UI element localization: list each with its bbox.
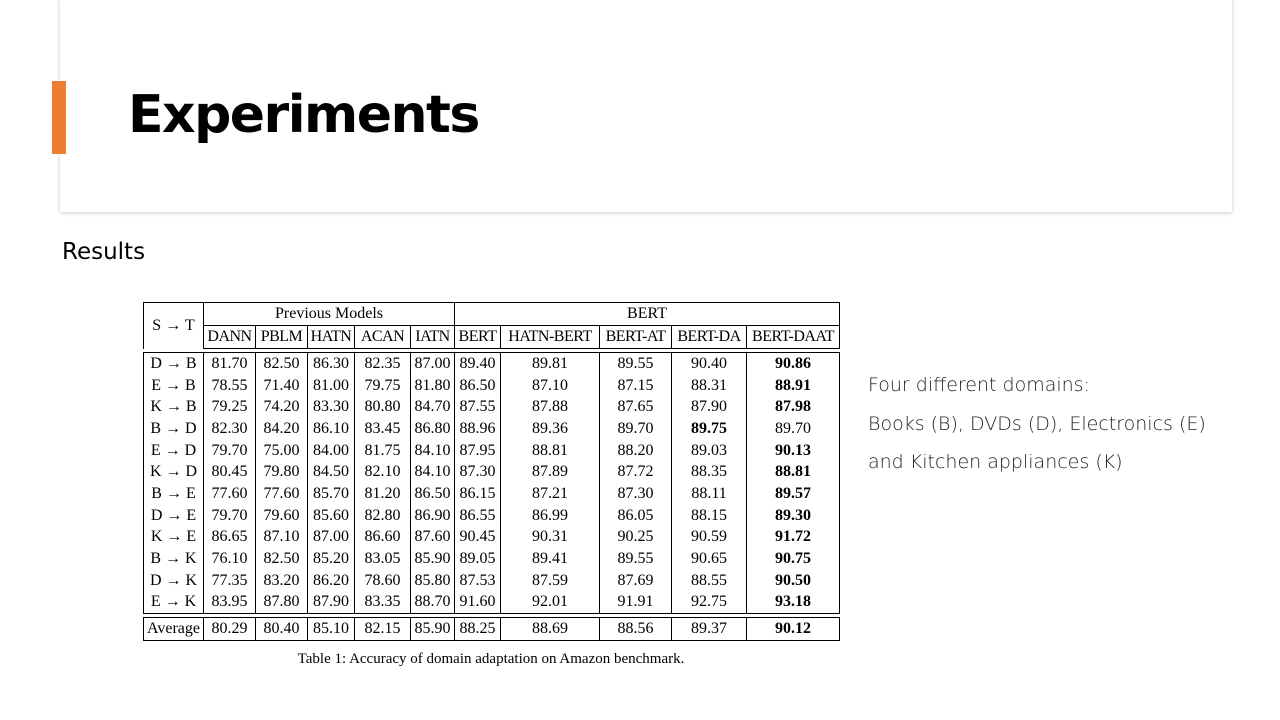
table-row: [144, 440, 840, 462]
domain-description: [868, 366, 1248, 482]
accuracy-cell: 81.20: [355, 483, 411, 505]
accuracy-cell: 89.57: [747, 483, 840, 505]
section-label: Results: [62, 239, 146, 265]
column-header: HATN-BERT: [501, 326, 600, 349]
accuracy-cell: 86.30: [308, 353, 355, 375]
accuracy-cell: 87.95: [455, 440, 501, 462]
results-table-container: [143, 302, 839, 641]
accuracy-cell: 86.10: [308, 418, 355, 440]
column-header: HATN: [308, 326, 355, 349]
accuracy-cell: 87.30: [600, 483, 672, 505]
column-header: ACAN: [355, 326, 411, 349]
accuracy-cell: 79.70: [204, 440, 256, 462]
accuracy-cell: 87.90: [308, 592, 355, 614]
accuracy-cell: 76.10: [204, 548, 256, 570]
accuracy-cell: 91.72: [747, 527, 840, 549]
accuracy-cell: 89.37: [672, 618, 747, 641]
table-row: [144, 570, 840, 592]
accuracy-cell: 81.70: [204, 353, 256, 375]
accuracy-cell: 89.36: [501, 418, 600, 440]
table-row: [144, 418, 840, 440]
task-cell: E → D: [144, 440, 204, 462]
accuracy-cell: 87.65: [600, 396, 672, 418]
accuracy-cell: 84.50: [308, 461, 355, 483]
accuracy-cell: 88.55: [672, 570, 747, 592]
accuracy-cell: 87.89: [501, 461, 600, 483]
accuracy-cell: 83.95: [204, 592, 256, 614]
side-text-line: Four different domains:: [868, 374, 1090, 396]
accuracy-cell: 87.55: [455, 396, 501, 418]
accuracy-cell: 78.60: [355, 570, 411, 592]
accuracy-cell: 86.15: [455, 483, 501, 505]
accuracy-cell: 90.45: [455, 527, 501, 549]
table-row: [144, 375, 840, 397]
slide-title: Experiments: [128, 85, 479, 145]
average-row: [144, 618, 840, 641]
accuracy-cell: 79.80: [256, 461, 308, 483]
accuracy-cell: 84.00: [308, 440, 355, 462]
accuracy-cell: 89.55: [600, 353, 672, 375]
accuracy-cell: 90.12: [747, 618, 840, 641]
accuracy-cell: 90.86: [747, 353, 840, 375]
accuracy-cell: 88.81: [747, 461, 840, 483]
accuracy-cell: 90.25: [600, 527, 672, 549]
accuracy-cell: 75.00: [256, 440, 308, 462]
accuracy-cell: 80.29: [204, 618, 256, 641]
side-text-line: Books (B), DVDs (D), Electronics (E): [868, 412, 1206, 435]
accuracy-cell: 87.98: [747, 396, 840, 418]
accuracy-cell: 88.81: [501, 440, 600, 462]
accuracy-cell: 87.69: [600, 570, 672, 592]
task-cell: K → D: [144, 461, 204, 483]
table-row: [144, 483, 840, 505]
accuracy-cell: 81.75: [355, 440, 411, 462]
task-cell: D → K: [144, 570, 204, 592]
accuracy-cell: 83.35: [355, 592, 411, 614]
task-cell: K → E: [144, 527, 204, 549]
column-header: DANN: [204, 326, 256, 349]
task-cell: E → B: [144, 375, 204, 397]
accuracy-cell: 88.15: [672, 505, 747, 527]
accuracy-cell: 92.75: [672, 592, 747, 614]
accuracy-cell: 79.70: [204, 505, 256, 527]
accuracy-cell: 82.50: [256, 548, 308, 570]
table-row: [144, 505, 840, 527]
accuracy-cell: 79.60: [256, 505, 308, 527]
accuracy-cell: 85.90: [411, 548, 455, 570]
task-cell: D → E: [144, 505, 204, 527]
accuracy-cell: 77.60: [256, 483, 308, 505]
accuracy-cell: 83.45: [355, 418, 411, 440]
table-row: [144, 592, 840, 614]
accuracy-cell: 78.55: [204, 375, 256, 397]
accuracy-cell: 91.60: [455, 592, 501, 614]
accuracy-cell: 85.10: [308, 618, 355, 641]
column-header-row: [144, 326, 840, 349]
task-cell: K → B: [144, 396, 204, 418]
accuracy-cell: 85.70: [308, 483, 355, 505]
task-cell: B → D: [144, 418, 204, 440]
accuracy-cell: 90.65: [672, 548, 747, 570]
accuracy-cell: 83.05: [355, 548, 411, 570]
task-cell: D → B: [144, 353, 204, 375]
accuracy-cell: 88.11: [672, 483, 747, 505]
accuracy-cell: 86.99: [501, 505, 600, 527]
accuracy-cell: 90.59: [672, 527, 747, 549]
accuracy-cell: 79.25: [204, 396, 256, 418]
accuracy-cell: 81.00: [308, 375, 355, 397]
accuracy-cell: 93.18: [747, 592, 840, 614]
accuracy-cell: 89.75: [672, 418, 747, 440]
accuracy-cell: 79.75: [355, 375, 411, 397]
accuracy-cell: 89.81: [501, 353, 600, 375]
table-row: [144, 461, 840, 483]
accuracy-cell: 86.60: [355, 527, 411, 549]
accuracy-cell: 90.75: [747, 548, 840, 570]
accuracy-cell: 92.01: [501, 592, 600, 614]
accuracy-cell: 77.60: [204, 483, 256, 505]
accuracy-cell: 91.91: [600, 592, 672, 614]
task-cell: Average: [144, 618, 204, 641]
accuracy-cell: 80.40: [256, 618, 308, 641]
accuracy-cell: 90.31: [501, 527, 600, 549]
accuracy-cell: 90.13: [747, 440, 840, 462]
accuracy-cell: 87.90: [672, 396, 747, 418]
accuracy-cell: 86.05: [600, 505, 672, 527]
accuracy-cell: 88.20: [600, 440, 672, 462]
accuracy-cell: 90.50: [747, 570, 840, 592]
header-previous-models: Previous Models: [204, 303, 455, 326]
accuracy-cell: 87.60: [411, 527, 455, 549]
accuracy-cell: 88.25: [455, 618, 501, 641]
task-cell: B → E: [144, 483, 204, 505]
accuracy-cell: 80.80: [355, 396, 411, 418]
table-row: [144, 353, 840, 375]
accuracy-cell: 86.20: [308, 570, 355, 592]
accuracy-cell: 87.10: [256, 527, 308, 549]
column-header: BERT-DAAT: [747, 326, 840, 349]
table-body: [144, 353, 840, 614]
accuracy-cell: 86.50: [411, 483, 455, 505]
accuracy-cell: 88.96: [455, 418, 501, 440]
accuracy-cell: 87.15: [600, 375, 672, 397]
header-bert: BERT: [455, 303, 840, 326]
average-body: [144, 618, 840, 641]
accuracy-cell: 77.35: [204, 570, 256, 592]
accuracy-cell: 90.40: [672, 353, 747, 375]
accuracy-cell: 87.21: [501, 483, 600, 505]
accuracy-cell: 87.53: [455, 570, 501, 592]
accuracy-cell: 82.15: [355, 618, 411, 641]
accuracy-cell: 82.10: [355, 461, 411, 483]
accuracy-cell: 82.50: [256, 353, 308, 375]
accuracy-cell: 83.30: [308, 396, 355, 418]
results-table: [143, 302, 840, 641]
accuracy-cell: 89.30: [747, 505, 840, 527]
accent-bar: [52, 81, 66, 154]
accuracy-cell: 87.00: [308, 527, 355, 549]
accuracy-cell: 82.30: [204, 418, 256, 440]
column-header: BERT: [455, 326, 501, 349]
task-cell: B → K: [144, 548, 204, 570]
accuracy-cell: 89.40: [455, 353, 501, 375]
accuracy-cell: 71.40: [256, 375, 308, 397]
accuracy-cell: 89.03: [672, 440, 747, 462]
accuracy-cell: 84.10: [411, 440, 455, 462]
accuracy-cell: 89.41: [501, 548, 600, 570]
accuracy-cell: 87.80: [256, 592, 308, 614]
side-text-line: and Kitchen appliances (K): [868, 451, 1123, 473]
accuracy-cell: 86.80: [411, 418, 455, 440]
accuracy-cell: 74.20: [256, 396, 308, 418]
accuracy-cell: 88.35: [672, 461, 747, 483]
accuracy-cell: 88.69: [501, 618, 600, 641]
accuracy-cell: 84.70: [411, 396, 455, 418]
accuracy-cell: 86.55: [455, 505, 501, 527]
accuracy-cell: 85.90: [411, 618, 455, 641]
accuracy-cell: 86.50: [455, 375, 501, 397]
header-st: S → T: [144, 303, 204, 349]
column-header: BERT-DA: [672, 326, 747, 349]
accuracy-cell: 85.20: [308, 548, 355, 570]
accuracy-cell: 87.72: [600, 461, 672, 483]
accuracy-cell: 80.45: [204, 461, 256, 483]
accuracy-cell: 88.70: [411, 592, 455, 614]
accuracy-cell: 87.00: [411, 353, 455, 375]
accuracy-cell: 84.10: [411, 461, 455, 483]
accuracy-cell: 87.88: [501, 396, 600, 418]
table-row: [144, 548, 840, 570]
accuracy-cell: 83.20: [256, 570, 308, 592]
table-caption: Table 1: Accuracy of domain adaptation on Amazon benchmark.: [297, 651, 685, 667]
accuracy-cell: 89.70: [747, 418, 840, 440]
accuracy-cell: 86.90: [411, 505, 455, 527]
accuracy-cell: 81.80: [411, 375, 455, 397]
accuracy-cell: 85.60: [308, 505, 355, 527]
table-row: [144, 396, 840, 418]
accuracy-cell: 87.59: [501, 570, 600, 592]
accuracy-cell: 87.10: [501, 375, 600, 397]
task-cell: E → K: [144, 592, 204, 614]
accuracy-cell: 85.80: [411, 570, 455, 592]
accuracy-cell: 88.56: [600, 618, 672, 641]
column-header: IATN: [411, 326, 455, 349]
accuracy-cell: 89.55: [600, 548, 672, 570]
accuracy-cell: 82.35: [355, 353, 411, 375]
accuracy-cell: 84.20: [256, 418, 308, 440]
table-row: [144, 527, 840, 549]
column-header: BERT-AT: [600, 326, 672, 349]
accuracy-cell: 82.80: [355, 505, 411, 527]
column-header: PBLM: [256, 326, 308, 349]
accuracy-cell: 88.91: [747, 375, 840, 397]
accuracy-cell: 88.31: [672, 375, 747, 397]
accuracy-cell: 89.70: [600, 418, 672, 440]
accuracy-cell: 86.65: [204, 527, 256, 549]
accuracy-cell: 89.05: [455, 548, 501, 570]
accuracy-cell: 87.30: [455, 461, 501, 483]
